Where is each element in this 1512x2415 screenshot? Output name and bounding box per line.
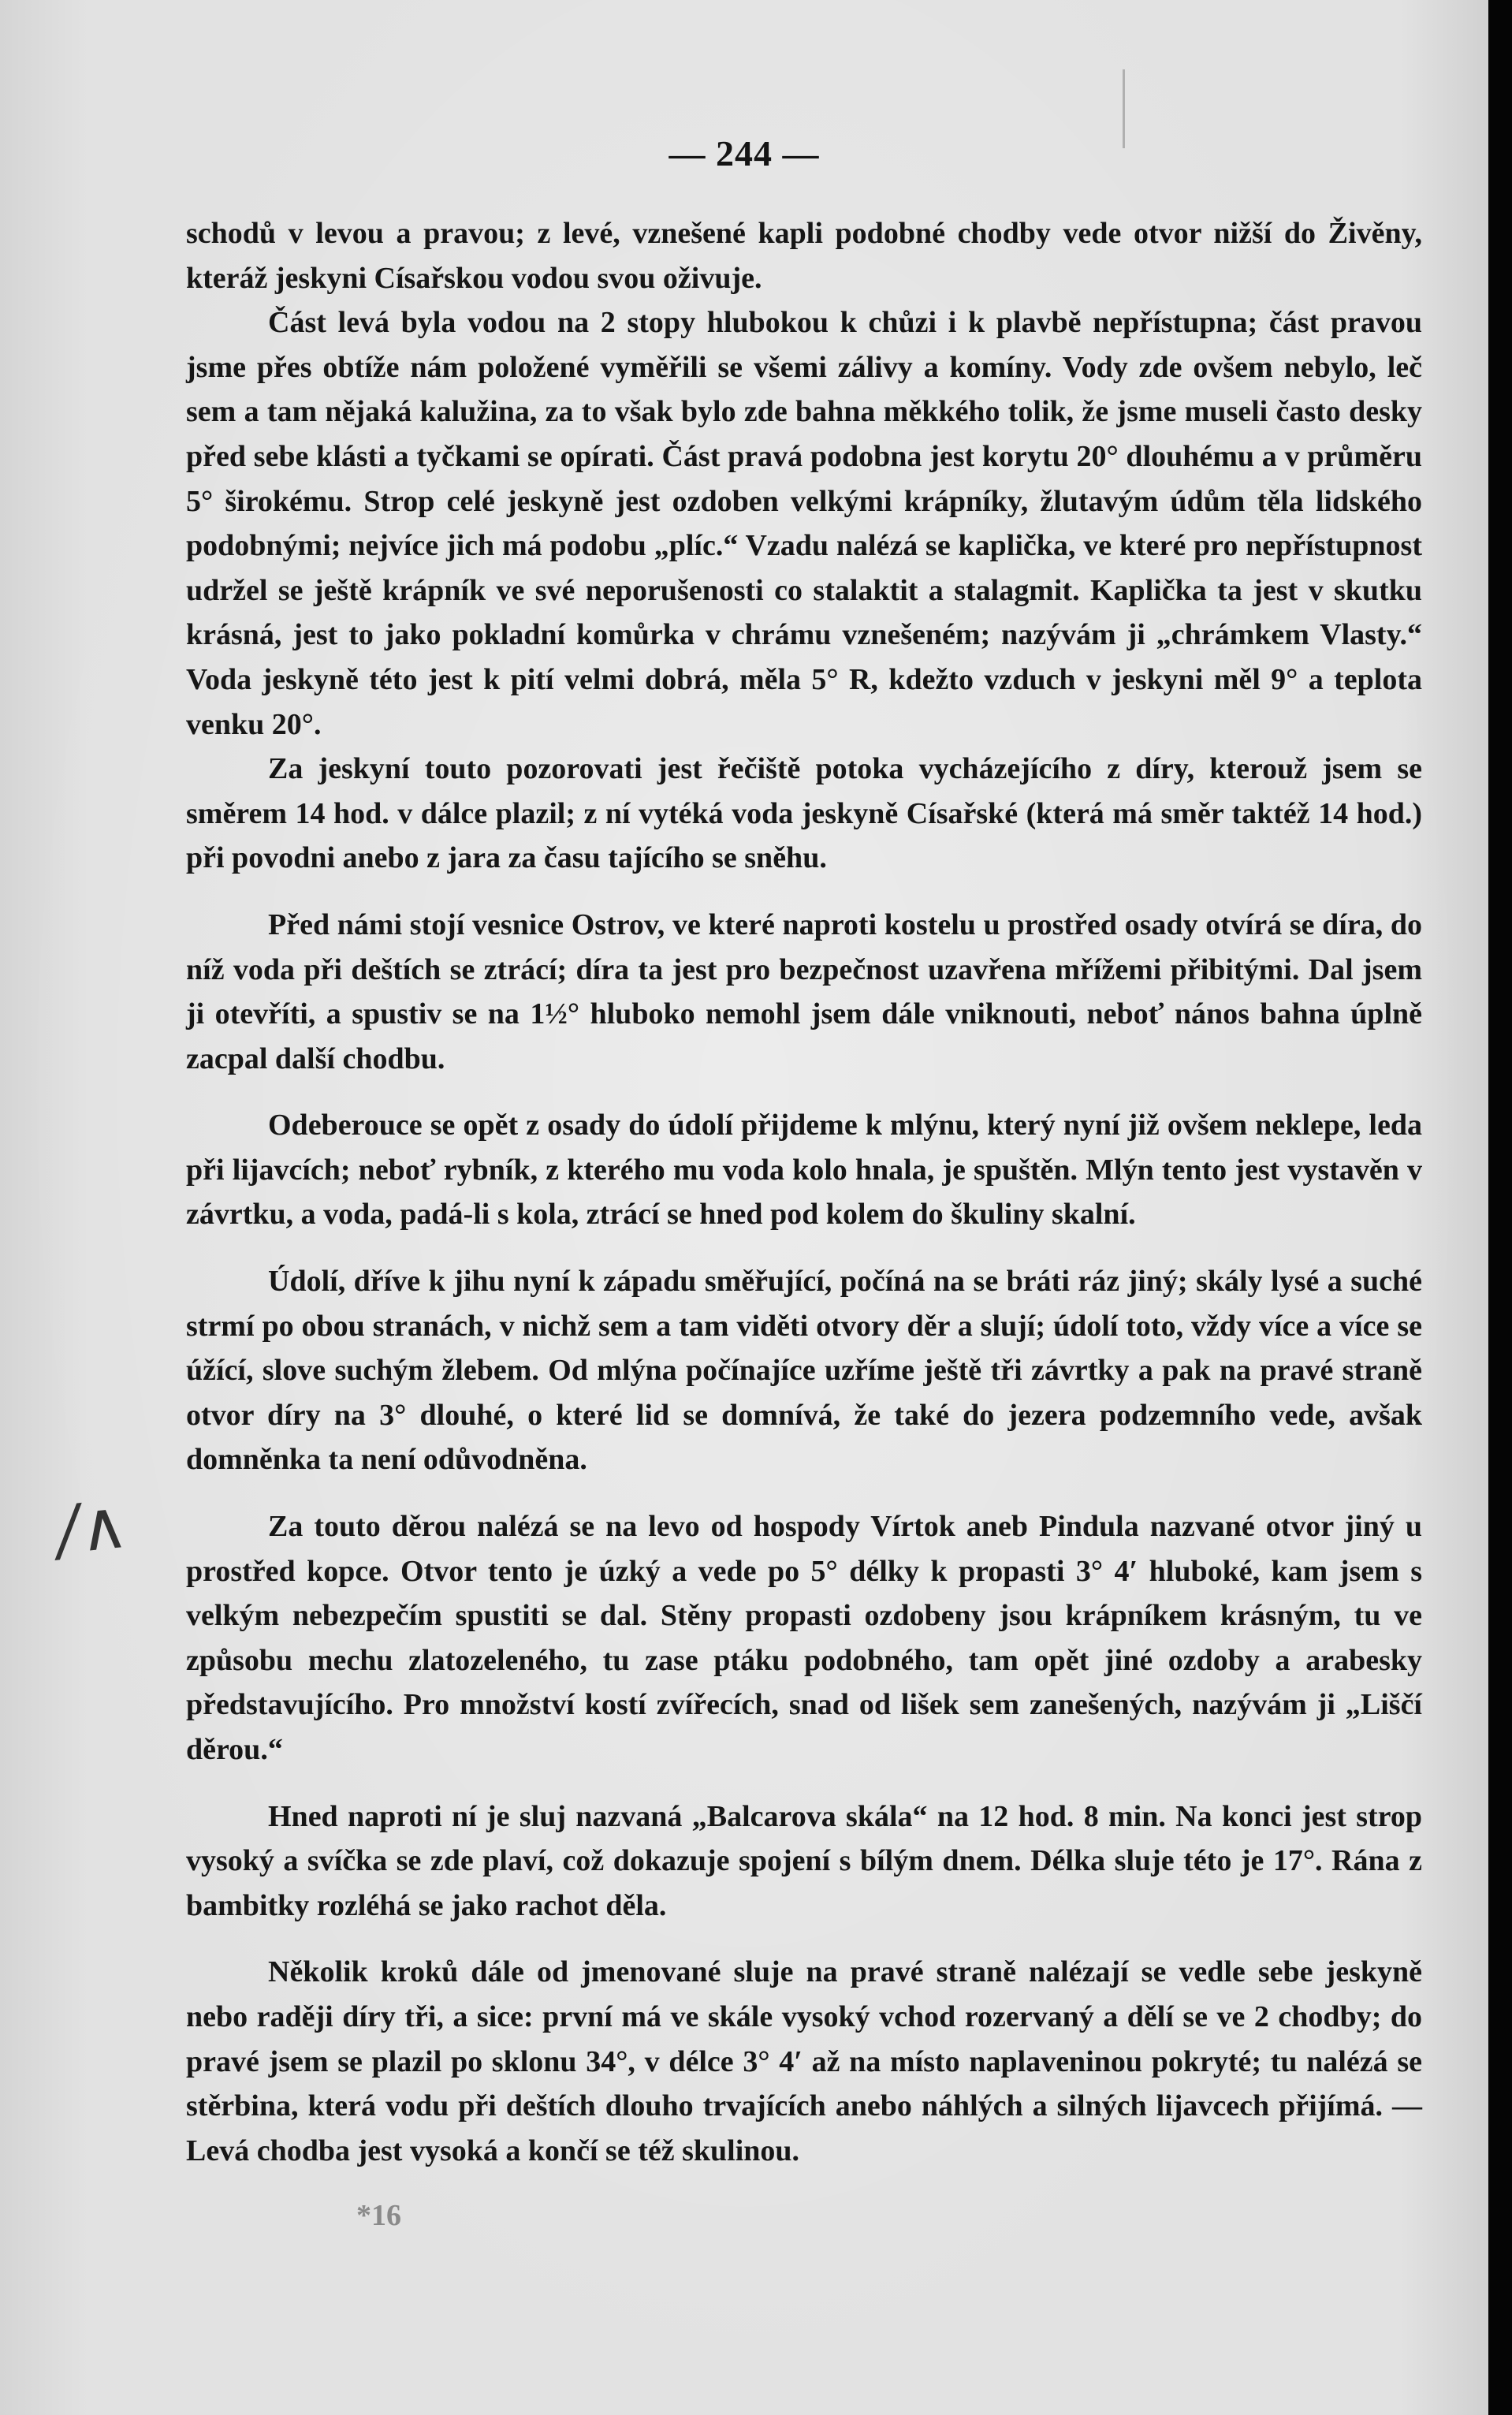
paragraph-2: Část levá byla vodou na 2 stopy hlubokou k chůzi i k plavbě nepřístupna; část pravou jsme přes obtíže nám položené vyměřili se všemi zálivy a komíny. Vody zde ovšem nebylo, leč sem a tam nějaká kalužina, za to však bylo zde bahna měkkého tolik, že jsme museli často desky před sebe klásti a tyčkami se opírati. Část pravá podobna jest korytu 20° dlouhému a v průměru 5° širokému. Strop celé jeskyně jest ozdoben velkými krápníky, žlutavým údům těla lidského podobnými; nejvíce jich má podobu „plíc.“ Vzadu nalézá se kaplička, ve které pro nepřístupnost udržel se ještě krápník ve své neporušenosti co stalaktit a stalagmit. Kaplička ta jest v skutku krásná, jest to jako pokladní komůrka v chrámu vznešeném; nazývám ji „chrámkem Vlasty.“ Voda jeskyně této jest k pití velmi dobrá, měla 5° R, kdežto vzduch v jeskyni měl 9° a teplota venku 20°. bbox=[186, 306, 1422, 741]
bleed-through-mark: *16 bbox=[356, 2199, 401, 2232]
body-text bbox=[186, 211, 1422, 2173]
paragraph-7: Za touto děrou nalézá se na levo od hospody Vírtok aneb Pindula nazvané otvor jiný u prostřed kopce. Otvor tento je úzký a vede po 5° délky k propasti 3° 4′ hluboké, kam jsem s velkým nebezpečím spustiti se dal. Stěny propasti ozdobeny jsou krápníkem krásným, tu ve způsobu mechu zlatozeleného, tu zase ptáku podobného, tam opět jiné ozdoby a arabesky představujícího. Pro množství kostí zvířecích, snad od lišek sem zanešených, nazývám ji „Liščí děrou.“ bbox=[186, 1510, 1422, 1766]
paragraph-5: Odeberouce se opět z osady do údolí přijdeme k mlýnu, který nyní již ovšem neklepe, leda při lijavcích; neboť rybník, z kterého mu voda kolo hnala, je spuštěn. Mlýn tento jest vystavěn v závrtku, a voda, padá-li s kola, ztrácí se hned pod kolem do škuliny skalní. bbox=[186, 1109, 1422, 1232]
paragraph-8: Hned naproti ní je sluj nazvaná „Balcarova skála“ na 12 hod. 8 min. Na konci jest strop vysoký a svíčka se zde plaví, což dokazuje spojení s bílým dnem. Délka sluje této je 17°. Rána z bambitky rozléhá se jako rachot děla. bbox=[186, 1799, 1422, 1922]
paragraph-9: Několik kroků dále od jmenované sluje na pravé straně nalézají se vedle sebe jeskyně nebo raději díry tři, a sice: první má ve skále vysoký vchod rozervaný a dělí se ve 2 chodby; do pravé jsem se plazil po sklonu 34°, v délce 3° 4′ až na místo naplaveninou pokryté; tu nalézá se stěrbina, která vodu při deštích dlouho trvajících anebo náhlých a silných lijavcech přijímá. — Levá chodba jest vysoká a končí se též skulinou. bbox=[186, 1955, 1422, 2167]
paragraph-1: schodů v levou a pravou; z levé, vznešené kapli podobné chodby vede otvor nižší do Živěny, kteráž jeskyni Císařskou vodou svou oživuje. bbox=[186, 217, 1422, 295]
paragraph-3: Za jeskyní touto pozorovati jest řečiště potoka vycházejícího z díry, kterouž jsem se směrem 14 hod. v dálce plazil; z ní vytéká voda jeskyně Císařské (která má směr taktéž 14 hod.) při povodni anebo z jara za času tajícího se sněhu. bbox=[186, 752, 1422, 875]
page-number: — 244 — bbox=[668, 133, 820, 173]
paragraph-6: Údolí, dříve k jihu nyní k západu směřující, počíná na se bráti ráz jiný; skály lysé a suché strmí po obou stranách, v nichž sem a tam viděti otvory děr a slují; údolí toto, vždy více a více se úžící, slove suchým žlebem. Od mlýna počínajíce uzříme ještě tři závrtky a pak na pravé straně otvor díry na 3° dlouhé, o které lid se domnívá, že také do jezera podzemního vede, avšak domněnka ta není odůvodněna. bbox=[186, 1265, 1422, 1477]
handwritten-margin-mark: /∧ bbox=[53, 1485, 132, 1570]
paragraph-4: Před námi stojí vesnice Ostrov, ve které naproti kostelu u prostřed osady otvírá se díra, do níž voda při deštích se ztrácí; díra ta jest pro bezpečnost uzavřena mřížemi přibitými. Dal jsem ji otevříti, a spustiv se na 1½° hluboko nemohl jsem dále vniknouti, neboť nános bahna úplně zacpal další chodbu. bbox=[186, 907, 1422, 1075]
